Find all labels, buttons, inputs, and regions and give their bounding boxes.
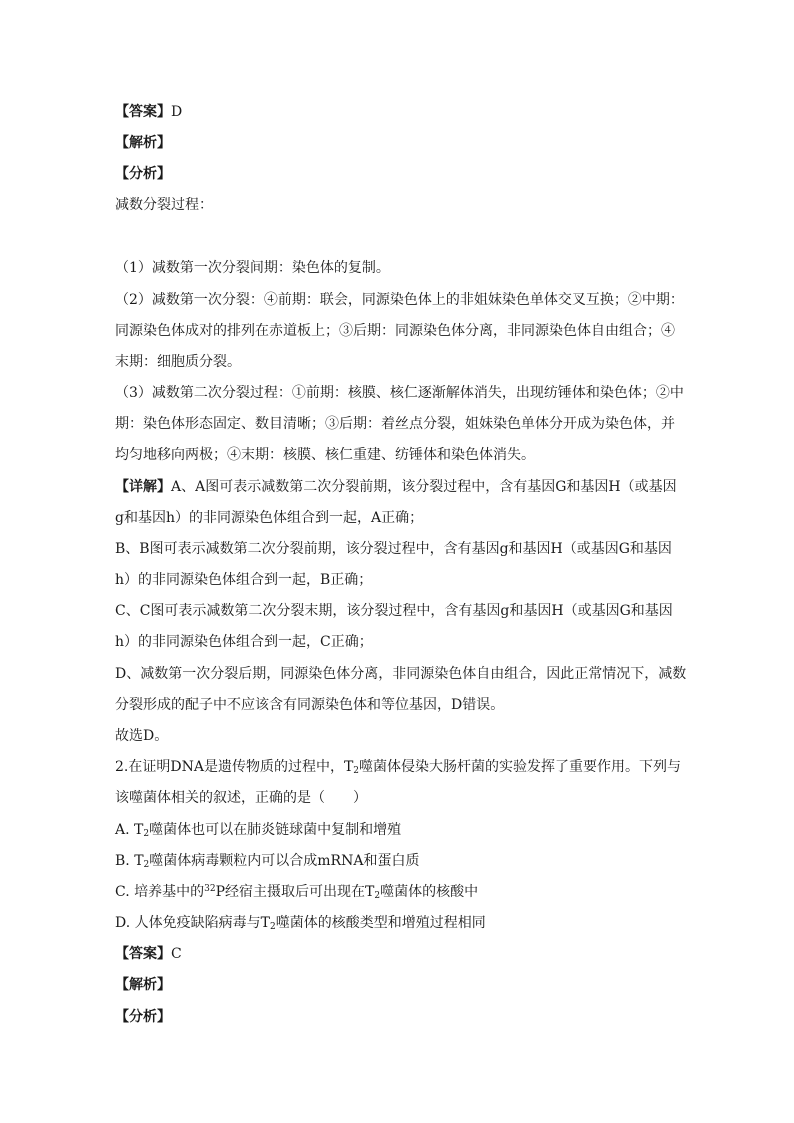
- subscript-2: 2: [143, 860, 150, 870]
- answer-value: D: [171, 104, 183, 120]
- q2-option-C: [115, 882, 685, 902]
- q2-option-D: [115, 913, 685, 933]
- q1-detail-B-line-2: h）的非同源染色体组合到一起，B正确；: [115, 572, 373, 588]
- detail-tag: 【详解】: [115, 479, 171, 495]
- subscript-2: 2: [269, 922, 276, 932]
- q1-detail-B-line-1: B、B图可表示减数第二次分裂前期，该分裂过程中，含有基因g和基因H（或基因G和基因: [115, 541, 672, 557]
- q2-stem-text-b: 噬菌体侵染大肠杆菌的实验发挥了重要作用。下列与: [359, 759, 682, 775]
- q2-answer-line: [115, 944, 685, 964]
- q1-para-2-line-2: 同源染色体成对的排列在赤道板上；③后期：同源染色体分离，非同源染色体自由组合；④: [115, 323, 675, 339]
- option-B-text-b: 噬菌体病毒颗粒内可以合成mRNA和蛋白质: [149, 853, 420, 869]
- answer-value: C: [171, 946, 182, 962]
- detail-A-text: A、A图可表示减数第二次分裂前期，该分裂过程中，含有基因G和基因H（或基因: [171, 479, 677, 495]
- q1-para-1: （1）减数第一次分裂间期：染色体的复制。: [115, 260, 390, 276]
- q2-stem-line-2: 该噬菌体相关的叙述，正确的是（ ）: [115, 790, 367, 806]
- q1-para-3-line-2: 期：染色体形态固定、数目清晰；③后期：着丝点分裂，姐妹染色单体分开成为染色体，并: [115, 416, 675, 432]
- q2-option-A: [115, 820, 685, 840]
- option-A-text-a: A. T: [115, 822, 144, 838]
- option-C-text-a: C. 培养基中的: [115, 884, 205, 900]
- q1-answer-line: [115, 102, 685, 122]
- q2-analysis-tag: 【解析】: [115, 977, 171, 993]
- answer-tag: 【答案】: [115, 104, 171, 120]
- q2-option-B: [115, 851, 685, 871]
- option-D-text-b: 噬菌体的核酸类型和增殖过程相同: [275, 915, 486, 931]
- option-C-text-c: 噬菌体的核酸中: [380, 884, 479, 900]
- q2-stem-line-1: [115, 757, 685, 777]
- q1-detail-D-line-1: D、减数第一次分裂后期，同源染色体分离，非同源染色体自由组合，因此正常情况下，减数: [115, 666, 687, 682]
- q1-detail-C-line-1: C、C图可表示减数第二次分裂末期，该分裂过程中，含有基因g和基因H（或基因G和基因: [115, 603, 673, 619]
- q1-detail-C-line-2: h）的非同源染色体组合到一起，C正确；: [115, 634, 373, 650]
- option-A-text-b: 噬菌体也可以在肺炎链球菌中复制和增殖: [149, 822, 402, 838]
- q2-fenxi-tag: 【分析】: [115, 1009, 171, 1025]
- q1-para-2-line-3: 末期：细胞质分裂。: [115, 354, 241, 370]
- answer-tag: 【答案】: [115, 946, 171, 962]
- subscript-2: 2: [374, 891, 381, 901]
- subscript-2: 2: [353, 766, 360, 776]
- q1-detail-A-line-2: g和基因h）的非同源染色体组合到一起，A正确；: [115, 510, 424, 526]
- q1-detail-D-line-2: 分裂形成的配子中不应该含有同源染色体和等位基因，D错误。: [115, 697, 505, 713]
- superscript-32: 32: [204, 884, 216, 894]
- subscript-2: 2: [143, 829, 150, 839]
- q1-conclusion: 故选D。: [115, 728, 169, 744]
- q1-analysis-tag: 【解析】: [115, 135, 171, 151]
- q1-detail-A-line-1: [115, 477, 685, 497]
- option-D-text-a: D. 人体免疫缺陷病毒与T: [115, 915, 270, 931]
- option-B-text-a: B. T: [115, 853, 144, 869]
- q1-para-3-line-3: 均匀地移向两极；④末期：核膜、核仁重建、纺锤体和染色体消失。: [115, 447, 535, 463]
- q1-fenxi-tag: 【分析】: [115, 166, 171, 182]
- q1-intro: 减数分裂过程：: [115, 197, 213, 213]
- q1-para-3-line-1: （3）减数第二次分裂过程：①前期：核膜、核仁逐渐解体消失，出现纺锤体和染色体；②中: [115, 385, 684, 401]
- q2-stem-text-a: 2.在证明DNA是遗传物质的过程中，T: [115, 759, 354, 775]
- option-C-text-b: P经宿主摄取后可出现在T: [215, 884, 375, 900]
- q1-para-2-line-1: （2）减数第一次分裂：④前期：联会，同源染色体上的非姐妹染色单体交叉互换；②中期：: [115, 292, 684, 308]
